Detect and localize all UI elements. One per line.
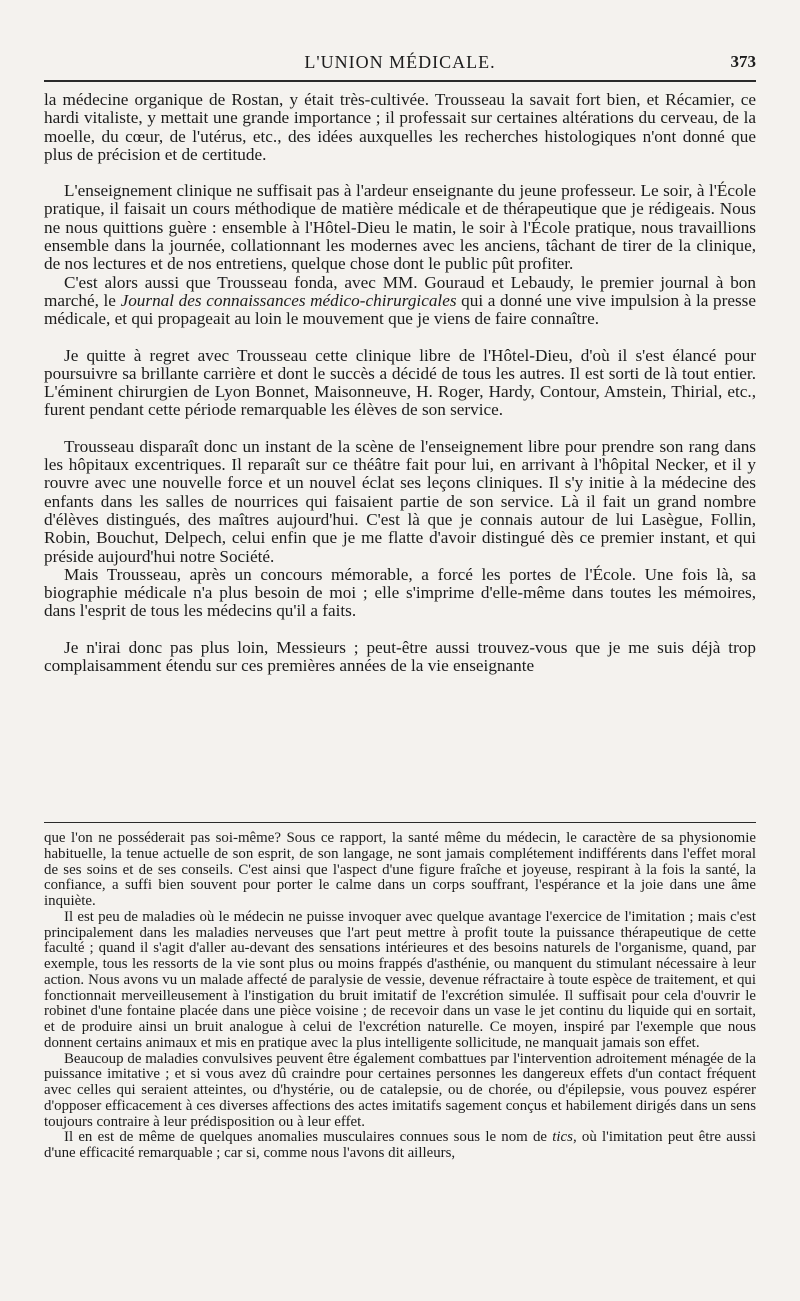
footnote-rule <box>44 822 756 823</box>
note-paragraph-1: que l'on ne posséderait pas soi-même? Sous ce rapport, la santé même du médecin, le caractère de sa physionomie habituelle, la tenue actuelle de son esprit, de son langage, ne sont jamais complétement indifférents dans l'effet moral de ses soins et de ses conseils. C'est ainsi que l'aspect d'une figure fraîche et joyeuse, respirant à la fois la santé, la confiance, a suffi bien souvent pour porter le calme dans un corps souffrant, l'espérance et la joie dans une âme inquiète. <box>44 830 756 909</box>
tics-term: tics <box>552 1129 573 1146</box>
journal-title: Journal des connaissances médico-chirurgicales <box>120 290 457 310</box>
paragraph-7: Je n'irai donc pas plus loin, Messieurs ; peut-être aussi trouvez-vous que je me suis déjà trop complaisamment étendu sur ces premières années de la vie enseignante <box>44 637 756 676</box>
page-number: 373 <box>730 52 756 71</box>
running-title: L'UNION MÉDICALE. <box>304 52 496 72</box>
paragraph-6: Mais Trousseau, après un concours mémorable, a forcé les portes de l'École. Une fois là, sa biographie médicale n'a plus besoin de moi ; elle s'imprime d'elle-même dans toutes les mémoires, dans l'esprit de tous les médecins qu'il a faits. <box>44 564 756 621</box>
note-4-text-a: Il en est de même de quelques anomalies musculaires connues sous le nom de <box>64 1129 553 1146</box>
note-4-text-b: , où l'imitation peut être aussi d'une efficacité remarquable ; car si, comme nous l'avons dit ailleurs, <box>44 1129 756 1161</box>
note-paragraph-4 <box>44 1130 756 1162</box>
paragraph-4: Je quitte à regret avec Trousseau cette clinique libre de l'Hôtel-Dieu, d'où il s'est élancé pour poursuivre sa brillante carrière et dont le succès a décidé de tous les autres. Il est sorti de là tout entier. L'éminent chirurgien de Lyon Bonnet, Maisonneuve, H. Roger, Hardy, Contour, Amstein, Thirial, etc., furent pendant cette période remarquable les élèves de son service. <box>44 345 756 420</box>
paragraph-1: la médecine organique de Rostan, y était très-cultivée. Trousseau la savait fort bien, et Récamier, ce hardi vitaliste, y mettait une grande importance ; il professait sur certaines altérations du cerveau, de la moelle, du cœur, de l'utérus, etc., des idées auxquelles les recherches histologiques n'ont donné que plus de précision et de certitude. <box>44 90 756 164</box>
paragraph-3-text-b: qui a donné une vive impulsion à la presse médicale, et qui propageait au loin le mouvement que je viens de faire connaître. <box>44 290 756 329</box>
paragraph-2: L'enseignement clinique ne suffisait pas à l'ardeur enseignante du jeune professeur. Le soir, à l'École pratique, il faisait un cours méthodique de matière médicale et de thérapeutique que je rédigeais. Nous ne nous quittions guère : ensemble à l'Hôtel-Dieu le matin, le soir à l'École pratique, nous travaillions ensemble dans la journée, collationnant les modernes avec les anciens, tâchant de tirer de la clinique, de nos lectures et de nos entretiens, quelque chose dont le public pût profiter. <box>44 181 756 274</box>
note-paragraph-3: Beaucoup de maladies convulsives peuvent être également combattues par l'intervention adroitement ménagée de la puissance imitative ; et si vous avez dû craindre pour certaines personnes les dangereux effets d'un contact fréquent avec celles qui seraient atteintes, ou d'hystérie, ou de catalepsie, ou de chorée, ou d'épilepsie, vous pouvez espérer d'opposer efficacement à ces diverses affections des actes imitatifs sagement conçus et habilement dirigés dans un sens toujours contraire à leur prédisposition ou à leur effet. <box>44 1050 756 1130</box>
header-rule <box>44 80 756 82</box>
main-text <box>44 91 756 675</box>
page-header <box>44 50 756 80</box>
footnote-text <box>44 831 756 1162</box>
paragraph-5: Trousseau disparaît donc un instant de la scène de l'enseignement libre pour prendre son rang dans les hôpitaux excentriques. Il reparaît sur ce théâtre fait pour lui, en arrivant à l'hôpital Necker, et il y rouvre avec une nouvelle force et un nouvel éclat ses leçons cliniques. Il s'y initie à la médecine des enfants dans les salles de nourrices qui faisaient partie de son service. Là il fait un grand nombre d'élèves distingués, des maîtres aujourd'hui. C'est là que je connais autour de lui Lasègue, Follin, Robin, Bouchut, Delpech, celui enfin que je me flatte d'avoir distingué dès ce premier instant, et qui préside aujourd'hui notre Société. <box>44 436 756 566</box>
note-paragraph-2: Il est peu de maladies où le médecin ne puisse invoquer avec quelque avantage l'exercice de l'imitation ; mais c'est principalement dans les maladies nerveuses que l'art peut mettre à profit toute la puissance thérapeutique de cette faculté ; quand il s'agit d'aller au-devant des sensations intérieures et des besoins naturels de l'organisme, quand, par exemple, tous les ressorts de la vie sont plus ou moins frappés d'asthénie, ou manquent du stimulant nécessaire à leur action. Nous avons vu un malade affecté de paralysie de vessie, devenue réfractaire à toute espèce de traitement, et qui fonctionnait merveilleusement à l'instigation du bruit imitatif de l'excrétion simulée. Il suffisait pour cela d'ouvrir le robinet d'une fontaine placée dans une pièce voisine ; de recevoir dans un vase le jet continu du liquide qui en sortait, et de produire ainsi un bruit analogue à celui de l'excrétion naturelle. Ce moyen, inspiré par l'exemple que nous donnent certains animaux et mis en pratique avec la plus intelligente sollicitude, ne manquait jamais son effet. <box>44 908 756 1051</box>
paragraph-3-text-a: C'est alors aussi que Trousseau fonda, avec MM. Gouraud et Lebaudy, le premier journal à bon marché, le <box>44 272 756 310</box>
paragraph-3 <box>44 274 756 329</box>
